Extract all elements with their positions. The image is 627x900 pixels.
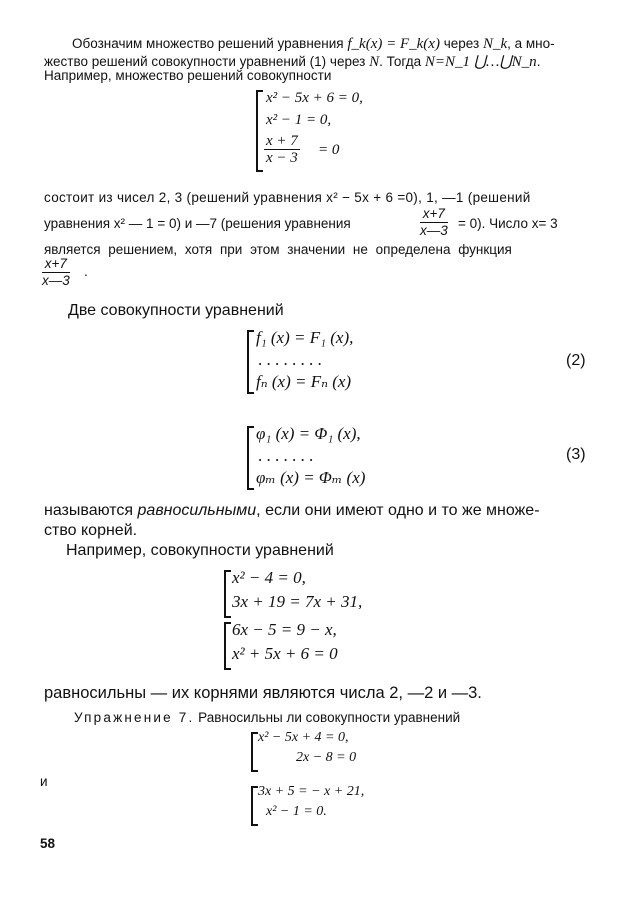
- inline-variable: N: [369, 54, 380, 70]
- page-number: 58: [40, 836, 56, 851]
- exercise-system1-bracket: [251, 732, 258, 772]
- system5-eq2: x² + 5x + 6 = 0: [232, 644, 338, 663]
- para4-line1: называются равносильными, если они имеют одно и то же множе-: [44, 502, 540, 519]
- system2-label: (2): [566, 352, 586, 369]
- para2-fraction2: $\frac{x+7}{x—3}$: [42, 256, 70, 288]
- para5: Например, совокупности уравнений: [66, 542, 334, 559]
- system4-eq2: 3x + 19 = 7x + 31,: [232, 592, 363, 611]
- inline-variable: N_k: [482, 36, 508, 52]
- system2-bracket: [247, 330, 254, 394]
- system1-eq1: x² − 5x + 6 = 0,: [266, 90, 363, 106]
- para2-line1: состоит из чисел 2, 3 (решений уравнения x² − 5x + 6 =0), 1, —1 (решений: [44, 190, 531, 205]
- para2-end-dot: .: [84, 264, 88, 279]
- system1-bracket: [256, 90, 263, 172]
- para1-line3: Например, множество решений совокупности: [44, 68, 332, 83]
- para1-line2: жество решений совокупности уравнений (1) через N. Тогда N=N_1 ⋃…⋃N_n.: [44, 54, 541, 70]
- para2-line2b: = 0). Число x= 3: [458, 216, 558, 231]
- system1-fraction: [264, 133, 300, 166]
- inline-equation: f_k(x) = F_k(x): [347, 36, 440, 52]
- para2-fraction: $\frac{x+7}{x—3}$: [420, 206, 448, 238]
- system3-dots: . . . . . . .: [258, 446, 314, 465]
- emphasis-term: равносильными: [137, 502, 257, 519]
- fraction-numerator: x + 7: [266, 133, 298, 149]
- system2-eq1: f₁ (x) = F₁ (x),: [256, 328, 354, 347]
- para2-line3: является решением, хотя при этом значении не определена функция: [44, 242, 512, 257]
- system3-bracket: [247, 426, 254, 490]
- system5-eq1: 6x − 5 = 9 − x,: [232, 620, 337, 639]
- exercise-system1-eq2: 2x − 8 = 0: [296, 750, 357, 765]
- system1-eq3-rhs: = 0: [318, 142, 340, 158]
- system4-eq1: x² − 4 = 0,: [232, 568, 306, 587]
- exercise-heading: Упражнение 7. Равносильны ли совокупности уравнений: [74, 710, 461, 725]
- para4-line2: ство корней.: [44, 522, 138, 539]
- para3: Две совокупности уравнений: [68, 302, 284, 319]
- exercise-system1-eq1: x² − 5x + 4 = 0,: [258, 730, 349, 745]
- system3-eq2: φₘ (x) = Φₘ (x): [256, 468, 366, 487]
- exercise-conjunction: и: [40, 774, 48, 789]
- system3-label: (3): [566, 446, 586, 463]
- exercise-system2-eq1: 3x + 5 = − x + 21,: [258, 784, 365, 799]
- exercise-system2-eq2: x² − 1 = 0.: [266, 804, 327, 819]
- system2-eq2: fₙ (x) = Fₙ (x): [256, 372, 352, 391]
- exercise-label: Упражнение 7.: [74, 710, 195, 725]
- system5-bracket: [224, 622, 231, 670]
- inline-equation: N=N_1 ⋃…⋃N_n: [424, 54, 537, 70]
- fraction-denominator: x − 3: [266, 150, 298, 166]
- system1-eq2: x² − 1 = 0,: [266, 112, 332, 128]
- system4-bracket: [224, 570, 231, 618]
- exercise-system2-bracket: [251, 786, 258, 826]
- para2-line2a: уравнения x² — 1 = 0) и —7 (решения уравнения: [44, 216, 351, 231]
- para1-line1: Обозначим множество решений уравнения f_k(x) = F_k(x) через N_k, а мно-: [72, 36, 555, 52]
- system3-eq1: φ₁ (x) = Φ₁ (x),: [256, 424, 361, 443]
- para6: равносильны — их корнями являются числа 2, —2 и —3.: [44, 684, 482, 702]
- system2-dots: . . . . . . . .: [258, 350, 322, 369]
